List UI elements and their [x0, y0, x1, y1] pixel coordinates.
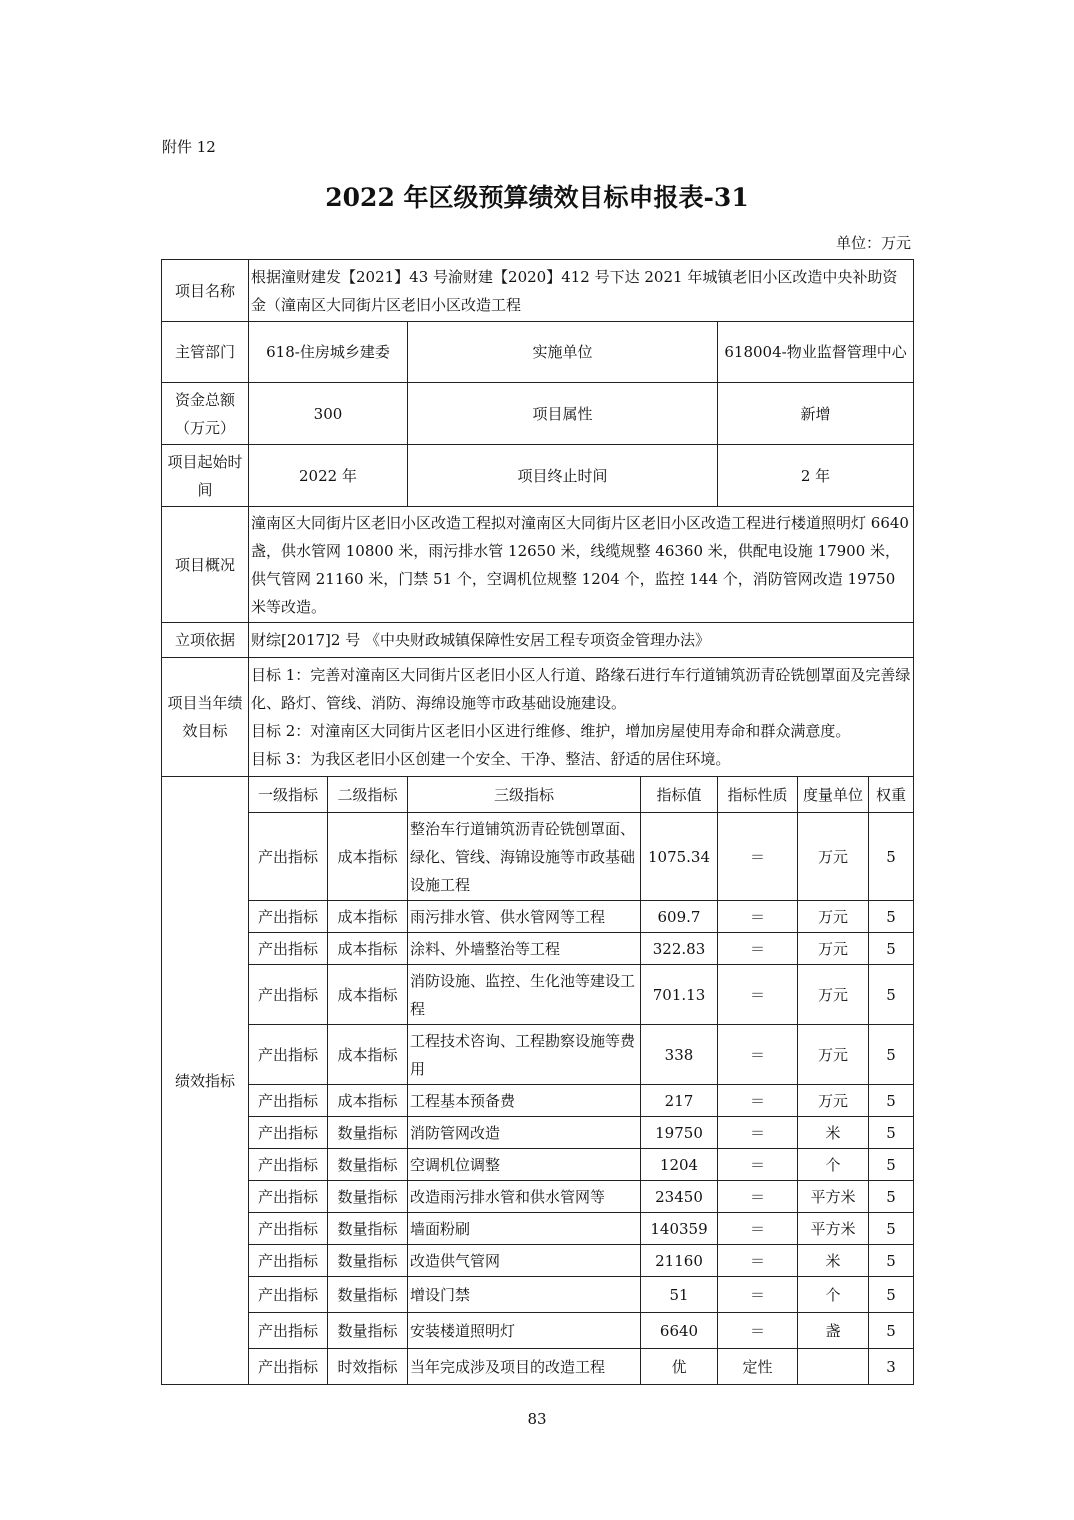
header-level2: 二级指标: [328, 777, 408, 813]
indicator-unit: 万元: [798, 901, 869, 933]
indicator-nature: ＝: [718, 965, 798, 1025]
indicator-level1: 产出指标: [249, 1213, 328, 1245]
unit-label: 单位：万元: [835, 234, 911, 252]
indicator-level1: 产出指标: [249, 1181, 328, 1213]
indicator-unit: 万元: [798, 813, 869, 901]
table-row: [162, 1213, 914, 1245]
end-label: 项目终止时间: [408, 445, 718, 507]
table-row: [162, 1117, 914, 1149]
indicator-unit: 平方米: [798, 1181, 869, 1213]
indicator-level3: 整治车行道铺筑沥青砼铣刨罩面、绿化、管线、海锦设施等市政基础设施工程: [408, 813, 641, 901]
indicator-level1: 产出指标: [249, 1349, 328, 1385]
indicator-nature: ＝: [718, 933, 798, 965]
indicator-weight: 5: [869, 1245, 914, 1277]
indicator-level1: 产出指标: [249, 933, 328, 965]
indicator-level2: 时效指标: [328, 1349, 408, 1385]
indicator-weight: 5: [869, 965, 914, 1025]
indicator-weight: 5: [869, 1277, 914, 1313]
indicator-level3: 当年完成涉及项目的改造工程: [408, 1349, 641, 1385]
indicator-unit: 米: [798, 1245, 869, 1277]
impl-label: 实施单位: [408, 322, 718, 383]
indicator-weight: 5: [869, 1085, 914, 1117]
project-name-value: 根据潼财建发【2021】43 号渝财建【2020】412 号下达 2021 年城镇老旧小区改造中央补助资金（潼南区大同街片区老旧小区改造工程: [249, 260, 914, 322]
basis-row: [162, 623, 914, 658]
indicator-level2: 成本指标: [328, 901, 408, 933]
indicator-nature: ＝: [718, 1117, 798, 1149]
indicator-nature: ＝: [718, 1245, 798, 1277]
indicator-level1: 产出指标: [249, 965, 328, 1025]
indicator-nature: 定性: [718, 1349, 798, 1385]
department-row: [162, 322, 914, 383]
indicator-value: 609.7: [641, 901, 718, 933]
budget-performance-table: [161, 259, 914, 1385]
overview-label: 项目概况: [162, 507, 249, 623]
indicator-unit: 万元: [798, 933, 869, 965]
goal-1: 目标 1：完善对潼南区大同街片区老旧小区人行道、路缘石进行车行道铺筑沥青砼铣刨罩面及完善绿化、路灯、管线、消防、海绵设施等市政基础设施建设。: [251, 666, 911, 712]
indicator-level3: 安装楼道照明灯: [408, 1313, 641, 1349]
attr-label: 项目属性: [408, 383, 718, 445]
attr-value: 新增: [718, 383, 914, 445]
indicator-level3: 改造供气管网: [408, 1245, 641, 1277]
indicator-level2: 成本指标: [328, 813, 408, 901]
indicator-unit: 万元: [798, 1085, 869, 1117]
table-row: [162, 1181, 914, 1213]
indicator-value: 21160: [641, 1245, 718, 1277]
funds-row: [162, 383, 914, 445]
indicator-nature: ＝: [718, 1213, 798, 1245]
start-label: 项目起始时间: [162, 445, 249, 507]
page-number: 83: [527, 1410, 547, 1428]
indicator-nature: ＝: [718, 1025, 798, 1085]
indicator-weight: 5: [869, 813, 914, 901]
table-row: [162, 901, 914, 933]
indicators-section-label: 绩效指标: [162, 777, 249, 1385]
indicator-weight: 5: [869, 1213, 914, 1245]
indicator-weight: 5: [869, 1181, 914, 1213]
indicator-value: 51: [641, 1277, 718, 1313]
header-nature: 指标性质: [718, 777, 798, 813]
page-title: 2022 年区级预算绩效目标申报表-31: [325, 183, 749, 212]
indicator-level2: 成本指标: [328, 1085, 408, 1117]
indicator-weight: 5: [869, 1313, 914, 1349]
indicator-level2: 成本指标: [328, 1025, 408, 1085]
impl-value: 618004-物业监督管理中心: [718, 322, 914, 383]
indicator-level1: 产出指标: [249, 813, 328, 901]
indicator-level1: 产出指标: [249, 1085, 328, 1117]
basis-label: 立项依据: [162, 623, 249, 658]
table-row: [162, 1349, 914, 1385]
header-value: 指标值: [641, 777, 718, 813]
goals-value: [249, 658, 914, 777]
indicator-value: 217: [641, 1085, 718, 1117]
indicator-nature: ＝: [718, 1181, 798, 1213]
indicator-value: 19750: [641, 1117, 718, 1149]
goal-3: 目标 3：为我区老旧小区创建一个安全、干净、整洁、舒适的居住环境。: [251, 750, 731, 768]
indicator-value: 优: [641, 1349, 718, 1385]
indicator-level3: 消防管网改造: [408, 1117, 641, 1149]
indicator-value: 6640: [641, 1313, 718, 1349]
overview-value: 潼南区大同街片区老旧小区改造工程拟对潼南区大同街片区老旧小区改造工程进行楼道照明灯 6640 盏，供水管网 10800 米，雨污排水管 12650 米，线缆规整 46360 米，供配电设施 17900 米，供气管网 21160 米，门禁 51 个，空调机位规整 1204 个，监控 144 个，消防管网改造 19750 米等改造。: [249, 507, 914, 623]
indicator-weight: 5: [869, 1149, 914, 1181]
indicator-weight: 5: [869, 1025, 914, 1085]
indicator-level3: 工程基本预备费: [408, 1085, 641, 1117]
indicator-level1: 产出指标: [249, 901, 328, 933]
indicator-level1: 产出指标: [249, 1313, 328, 1349]
indicator-level2: 数量指标: [328, 1213, 408, 1245]
indicator-level2: 成本指标: [328, 965, 408, 1025]
funds-value: 300: [249, 383, 408, 445]
indicator-level1: 产出指标: [249, 1025, 328, 1085]
indicator-level3: 雨污排水管、供水管网等工程: [408, 901, 641, 933]
indicator-level1: 产出指标: [249, 1277, 328, 1313]
indicator-level1: 产出指标: [249, 1245, 328, 1277]
goals-label: 项目当年绩效目标: [162, 658, 249, 777]
indicator-unit: 平方米: [798, 1213, 869, 1245]
indicator-level2: 数量指标: [328, 1245, 408, 1277]
indicator-weight: 3: [869, 1349, 914, 1385]
goals-row: [162, 658, 914, 777]
dept-value: 618-住房城乡建委: [249, 322, 408, 383]
indicator-level3: 涂料、外墙整治等工程: [408, 933, 641, 965]
start-value: 2022 年: [249, 445, 408, 507]
funds-label: 资金总额（万元）: [162, 383, 249, 445]
indicator-unit: 万元: [798, 965, 869, 1025]
indicator-value: 322.83: [641, 933, 718, 965]
indicator-header-row: [162, 777, 914, 813]
end-value: 2 年: [718, 445, 914, 507]
indicator-level3: 消防设施、监控、生化池等建设工程: [408, 965, 641, 1025]
indicator-value: 1075.34: [641, 813, 718, 901]
indicator-level1: 产出指标: [249, 1149, 328, 1181]
indicator-level3: 墙面粉刷: [408, 1213, 641, 1245]
indicator-level1: 产出指标: [249, 1117, 328, 1149]
table-row: [162, 1313, 914, 1349]
indicator-nature: ＝: [718, 813, 798, 901]
indicator-level3: 工程技术咨询、工程勘察设施等费用: [408, 1025, 641, 1085]
project-name-row: [162, 260, 914, 322]
indicator-unit: 个: [798, 1277, 869, 1313]
indicator-unit: [798, 1349, 869, 1385]
indicator-value: 701.13: [641, 965, 718, 1025]
indicator-level2: 数量指标: [328, 1313, 408, 1349]
overview-row: [162, 507, 914, 623]
header-level3: 三级指标: [408, 777, 641, 813]
indicator-nature: ＝: [718, 1149, 798, 1181]
time-row: [162, 445, 914, 507]
header-unit: 度量单位: [798, 777, 869, 813]
indicator-level2: 成本指标: [328, 933, 408, 965]
indicator-nature: ＝: [718, 1085, 798, 1117]
indicator-unit: 个: [798, 1149, 869, 1181]
indicator-level2: 数量指标: [328, 1277, 408, 1313]
indicator-level3: 增设门禁: [408, 1277, 641, 1313]
indicator-level2: 数量指标: [328, 1181, 408, 1213]
table-row: [162, 1245, 914, 1277]
header-weight: 权重: [869, 777, 914, 813]
indicator-weight: 5: [869, 933, 914, 965]
indicator-nature: ＝: [718, 1277, 798, 1313]
indicator-unit: 万元: [798, 1025, 869, 1085]
indicator-level3: 改造雨污排水管和供水管网等: [408, 1181, 641, 1213]
indicator-level2: 数量指标: [328, 1149, 408, 1181]
table-row: [162, 1149, 914, 1181]
indicator-value: 140359: [641, 1213, 718, 1245]
table-row: [162, 1277, 914, 1313]
table-row: [162, 1085, 914, 1117]
table-row: [162, 933, 914, 965]
indicator-weight: 5: [869, 901, 914, 933]
indicator-value: 23450: [641, 1181, 718, 1213]
goal-2: 目标 2：对潼南区大同街片区老旧小区进行维修、维护，增加房屋使用寿命和群众满意度。: [251, 722, 851, 740]
indicator-nature: ＝: [718, 1313, 798, 1349]
header-level1: 一级指标: [249, 777, 328, 813]
indicator-value: 1204: [641, 1149, 718, 1181]
table-row: [162, 1025, 914, 1085]
indicator-level3: 空调机位调整: [408, 1149, 641, 1181]
table-row: [162, 965, 914, 1025]
indicator-unit: 米: [798, 1117, 869, 1149]
basis-value: 财综[2017]2 号 《中央财政城镇保障性安居工程专项资金管理办法》: [249, 623, 914, 658]
project-name-label: 项目名称: [162, 260, 249, 322]
dept-label: 主管部门: [162, 322, 249, 383]
indicator-nature: ＝: [718, 901, 798, 933]
indicator-unit: 盏: [798, 1313, 869, 1349]
table-row: [162, 813, 914, 901]
indicator-value: 338: [641, 1025, 718, 1085]
attachment-label: 附件 12: [162, 138, 216, 156]
indicator-level2: 数量指标: [328, 1117, 408, 1149]
indicator-weight: 5: [869, 1117, 914, 1149]
